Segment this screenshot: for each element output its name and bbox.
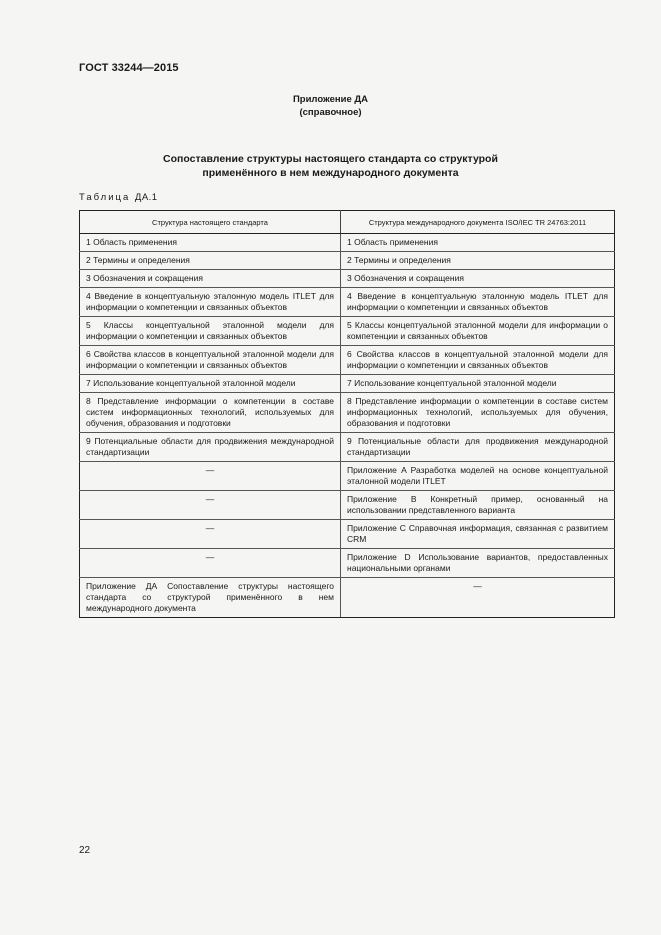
document-title-line-2: применённого в нем международного документа: [202, 166, 459, 179]
table-row: [80, 234, 615, 252]
cell-international-section: Приложение A Разработка моделей на основе концептуальной эталонной модели ITLET: [341, 462, 615, 491]
cell-national-section: —: [80, 520, 341, 549]
cell-national-section: 9 Потенциальные области для продвижения международной стандартизации: [80, 433, 341, 462]
cell-national-section: 6 Свойства классов в концептуальной эталонной модели для информации о компетенции и связанных объектов: [80, 346, 341, 375]
appendix-subtitle: (справочное): [299, 107, 362, 118]
table-row: [80, 578, 615, 618]
cell-national-section: 8 Представление информации о компетенции в составе систем информационных технологий, используемых для обучения, образования и подготовки: [80, 393, 341, 433]
document-code: ГОСТ 33244—2015: [79, 62, 179, 74]
cell-national-section: —: [80, 549, 341, 578]
cell-national-section: 4 Введение в концептуальную эталонную модель ITLET для информации о компетенции и связанных объектов: [80, 288, 341, 317]
cell-international-section: 8 Представление информации о компетенции в составе систем информационных технологий, используемых для обучения, образования и подготовки: [341, 393, 615, 433]
table-row: [80, 491, 615, 520]
cell-national-section: —: [80, 491, 341, 520]
table-row: [80, 393, 615, 433]
cell-international-section: 3 Обозначения и сокращения: [341, 270, 615, 288]
cell-international-section: 7 Использование концептуальной эталонной модели: [341, 375, 615, 393]
table-row: [80, 346, 615, 375]
table-row: [80, 549, 615, 578]
cell-national-section: 7 Использование концептуальной эталонной модели: [80, 375, 341, 393]
comparison-table: [79, 210, 615, 618]
table-caption: [79, 192, 158, 203]
document-title: [0, 153, 661, 180]
cell-national-section: —: [80, 462, 341, 491]
header-international-structure: Структура международного документа ISO/IEC TR 24763:2011: [341, 211, 615, 234]
cell-international-section: 1 Область применения: [341, 234, 615, 252]
cell-national-section: Приложение ДА Сопоставление структуры настоящего стандарта со структурой применённого в нем международного документа: [80, 578, 341, 618]
table-row: [80, 520, 615, 549]
table-row: [80, 462, 615, 491]
table-row: [80, 317, 615, 346]
appendix-heading: [0, 93, 661, 119]
table-caption-label: Таблица: [79, 192, 131, 203]
table-row: [80, 270, 615, 288]
cell-international-section: 5 Классы концептуальной эталонной модели для информации о компетенции и связанных объектов: [341, 317, 615, 346]
cell-international-section: 9 Потенциальные области для продвижения международной стандартизации: [341, 433, 615, 462]
cell-international-section: 4 Введение в концептуальную эталонную модель ITLET для информации о компетенции и связанных объектов: [341, 288, 615, 317]
table-caption-number: ДА.1: [134, 192, 158, 203]
cell-international-section: Приложение B Конкретный пример, основанный на использовании представленного варианта: [341, 491, 615, 520]
appendix-title: Приложение ДА: [292, 94, 369, 105]
header-national-structure: Структура настоящего стандарта: [80, 211, 341, 234]
table-row: [80, 433, 615, 462]
cell-international-section: —: [341, 578, 615, 618]
cell-international-section: Приложение C Справочная информация, связанная с развитием CRM: [341, 520, 615, 549]
table-row: [80, 288, 615, 317]
table-row: [80, 375, 615, 393]
cell-national-section: 2 Термины и определения: [80, 252, 341, 270]
cell-international-section: 2 Термины и определения: [341, 252, 615, 270]
cell-national-section: 5 Классы концептуальной эталонной модели для информации о компетенции и связанных объектов: [80, 317, 341, 346]
cell-international-section: Приложение D Использование вариантов, предоставленных национальными органами: [341, 549, 615, 578]
cell-national-section: 1 Область применения: [80, 234, 341, 252]
table-row: [80, 252, 615, 270]
cell-international-section: 6 Свойства классов в концептуальной эталонной модели для информации о компетенции и связанных объектов: [341, 346, 615, 375]
table-body: [80, 234, 615, 618]
table-header-row: [80, 211, 615, 234]
document-title-line-1: Сопоставление структуры настоящего стандарта со структурой: [163, 153, 498, 165]
cell-national-section: 3 Обозначения и сокращения: [80, 270, 341, 288]
page-number: 22: [79, 845, 91, 856]
